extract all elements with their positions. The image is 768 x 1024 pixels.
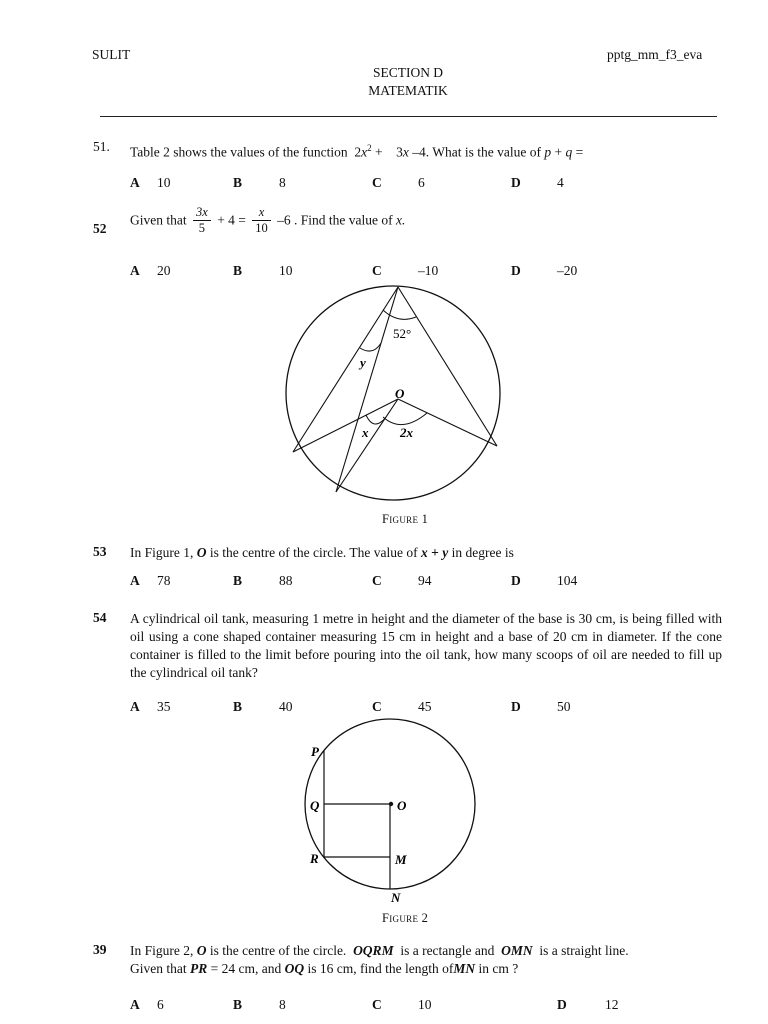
question-text-part: is the centre of the circle. [209,943,347,958]
option-value[interactable]: 94 [418,573,432,588]
fraction-numerator: 3x [193,205,211,221]
question-text-part: Given that [130,961,187,976]
option-value[interactable]: –10 [418,263,439,278]
option-letter[interactable]: B [233,699,243,714]
var-y: y [442,545,449,560]
question-text-part: What is the value of [432,144,541,160]
fraction-3x-over-5 [193,205,211,236]
question-number: 52 [93,221,107,236]
option-letter[interactable]: A [130,175,140,190]
expr-op: + [431,545,439,560]
option-letter[interactable]: B [233,573,243,588]
point-label-o: O [395,386,405,401]
angle-arc-2x [383,413,427,425]
option-letter[interactable]: C [372,573,382,588]
point-label-q: Q [310,798,320,813]
var-q: q [565,144,573,160]
question-text-part: is the centre of the circle. The value of [209,545,418,560]
var-p: p [544,144,552,160]
question-text-part: in cm ? [478,961,519,976]
option-value[interactable]: 40 [279,699,293,714]
angle-arc-52 [383,310,416,319]
expr-const: –6 . [277,212,298,228]
fraction-denominator: 5 [198,221,206,235]
fraction-x-over-10 [252,205,271,236]
var-x: x [421,545,428,560]
option-letter[interactable]: B [233,175,243,190]
option-value[interactable]: 35 [157,699,171,714]
option-value[interactable]: 12 [605,997,619,1012]
question-text [130,139,722,162]
header-left-label: SULIT [92,47,131,62]
option-value[interactable]: 8 [279,175,286,190]
option-value[interactable]: 4 [557,175,564,190]
figure-1-caption: Figure 1 [382,512,429,526]
angle-arc-y [360,343,381,351]
chord-line [293,287,398,452]
point-o: O [196,943,207,958]
question-number: 53 [93,544,107,559]
option-letter[interactable]: C [372,263,382,278]
expr-const: –4. [412,144,430,160]
expr-op: = [575,144,584,160]
point-label-p: P [311,744,319,759]
figure-2-diagram [300,715,480,910]
chord-line [336,287,398,492]
question-text [130,205,722,236]
question-text-part: In Figure 1, [130,545,194,560]
center-point-o [389,802,393,806]
point-label-m: M [395,852,407,867]
angle-arc-x [366,415,386,424]
radius-line [293,399,398,452]
option-letter[interactable]: A [130,997,140,1012]
option-value[interactable]: 8 [279,997,286,1012]
option-letter[interactable]: C [372,997,382,1012]
shape-oqrm: OQRM [353,943,394,958]
expr-var: x [402,144,409,160]
option-value[interactable]: 10 [279,263,293,278]
expr-coef: 2 [354,144,362,160]
question-text-part: In Figure 2, [130,943,194,958]
option-letter[interactable]: D [511,263,521,278]
option-letter[interactable]: C [372,699,382,714]
option-letter[interactable]: A [130,573,140,588]
option-letter[interactable]: A [130,699,140,714]
option-letter[interactable]: D [511,175,521,190]
option-letter[interactable]: D [557,997,567,1012]
header-divider [100,116,717,117]
question-text-part: Given that [130,212,187,228]
question-text-part: is 16 cm, find the length of [307,961,454,976]
option-value[interactable]: 88 [279,573,293,588]
question-text: A cylindrical oil tank, measuring 1 metre in height and the diameter of the base is 30 cm, is being filled with oil using a cone shaped container measuring 15 cm in height and a base of 20 cm in diameter. If the cone container is filled to the limit before pouring into the oil tank, how many scoops of oil are needed to fill up the cylindrical oil tank? [130,611,722,680]
angle-label-2x: 2x [400,425,413,440]
question-text-part: in degree is [451,545,514,560]
question-text-part: = 24 cm, and [210,961,282,976]
expr-op: + [554,144,563,160]
expr-op: + 4 = [217,212,246,228]
point-label-n: N [391,890,401,905]
question-number: 39 [93,942,107,957]
subject-title: MATEMATIK [368,83,448,98]
question-text-part: is a rectangle and [400,943,495,958]
segment-pr: PR [190,961,208,976]
option-letter[interactable]: B [233,263,243,278]
angle-label-52: 52° [393,326,412,341]
fraction-numerator: x [252,205,271,221]
point-o: O [196,545,207,560]
question-text [130,942,722,978]
option-value[interactable]: 50 [557,699,571,714]
expr-coef: 3 [396,144,403,160]
point-label-o: O [397,798,407,813]
option-letter[interactable]: D [511,699,521,714]
option-letter[interactable]: A [130,263,140,278]
option-letter[interactable]: B [233,997,243,1012]
option-value[interactable]: 6 [418,175,425,190]
figure-2-caption: Figure 2 [382,911,429,925]
option-value[interactable]: –20 [557,263,578,278]
segment-mn: MN [453,961,476,976]
angle-label-y: y [360,355,366,370]
header-right-code: pptg_mm_f3_eva [607,47,703,62]
option-value[interactable]: 45 [418,699,432,714]
question-text [130,544,722,562]
question-text-part: Table 2 shows the values of the function [130,144,348,160]
question-text-part: Find the value of [300,212,393,228]
circle-outline [286,286,500,500]
option-letter[interactable]: C [372,175,382,190]
expr-op: + [375,144,383,160]
option-letter[interactable]: D [511,573,521,588]
var-x: x. [396,212,406,228]
option-value[interactable]: 10 [418,997,432,1012]
angle-label-x: x [362,425,369,440]
expr-exponent: 2 [367,143,372,153]
option-value[interactable]: 20 [157,263,171,278]
line-omn: OMN [501,943,533,958]
question-number: 51. [93,139,110,154]
question-text-part: is a straight line. [539,943,629,958]
figure-1-diagram [280,280,510,510]
section-title: SECTION D [372,65,444,80]
fraction-denominator: 10 [255,221,268,235]
option-value[interactable]: 6 [157,997,164,1012]
option-value[interactable]: 104 [557,573,578,588]
segment-oq: OQ [284,961,305,976]
radius-line [336,399,398,492]
question-number: 54 [93,610,107,625]
expr-var: x [361,144,368,160]
option-value[interactable]: 78 [157,573,171,588]
point-label-r: R [310,851,319,866]
option-value[interactable]: 10 [157,175,171,190]
